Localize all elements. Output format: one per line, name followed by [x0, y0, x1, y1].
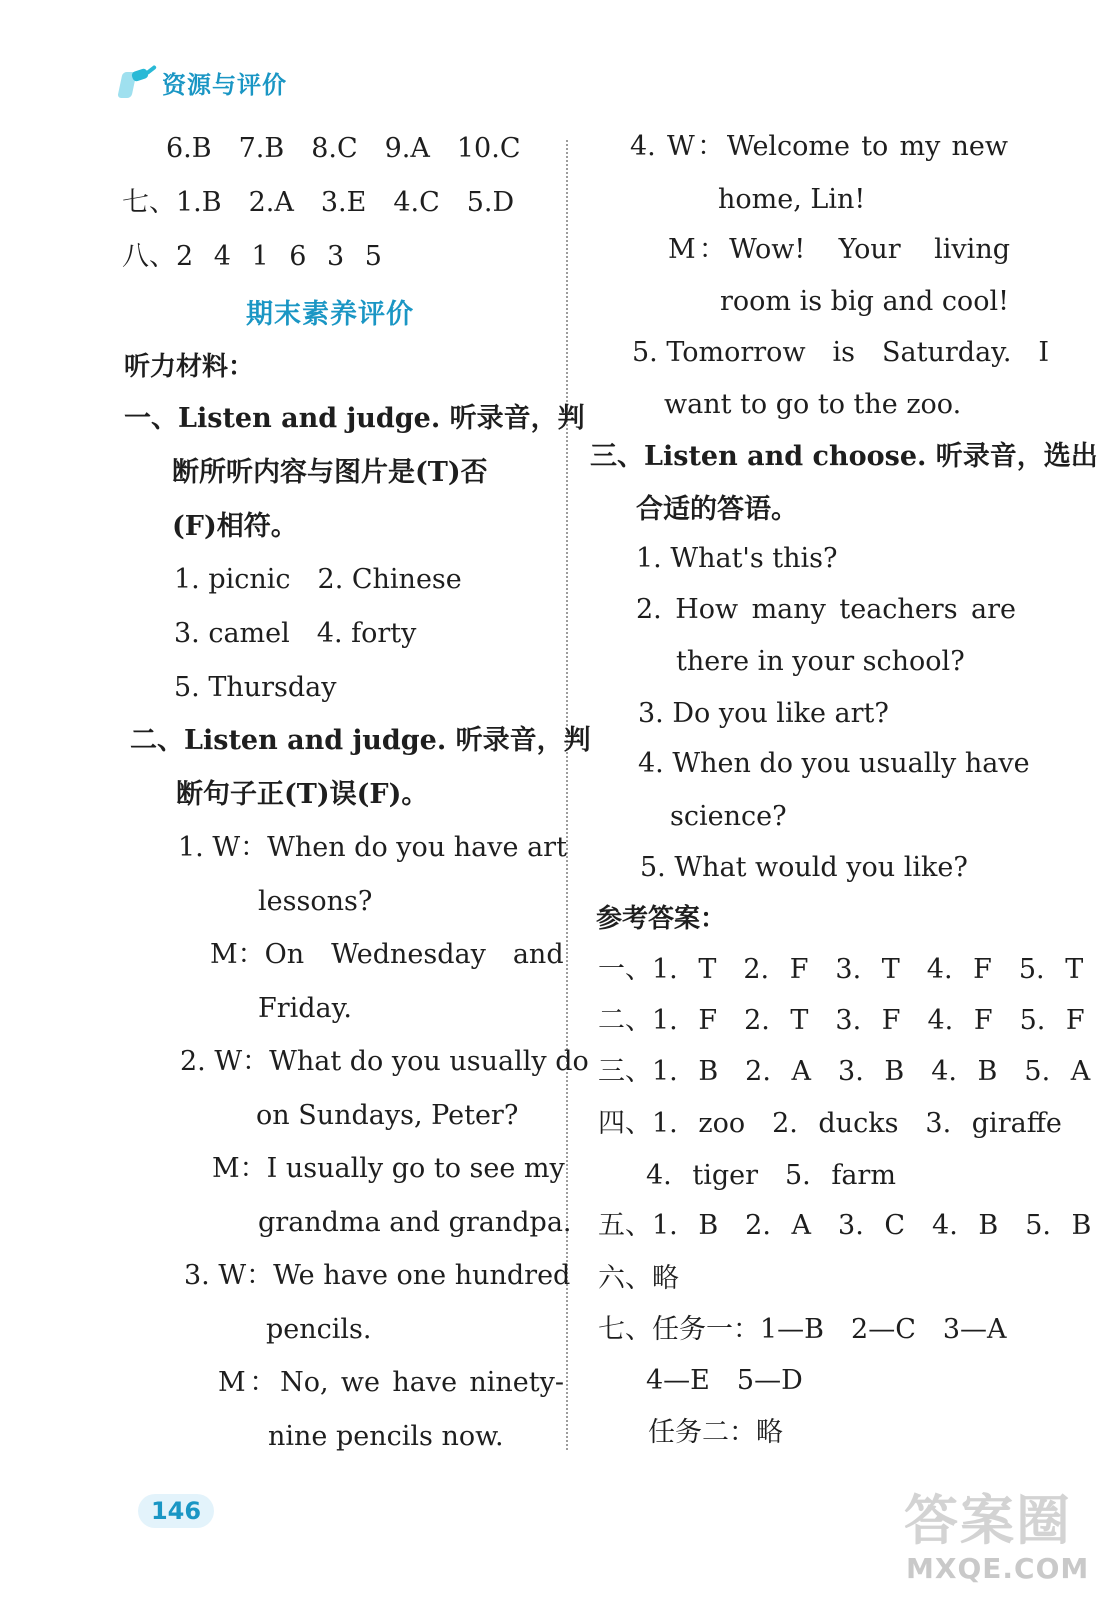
column-divider [566, 140, 568, 1450]
answer-line: 4. tiger 5. farm [646, 1160, 896, 1191]
header-title: 资源与评价 [162, 70, 287, 99]
list-item: 3. camel 4. forty [174, 618, 417, 649]
answer-line: 八、2 4 1 6 3 5 [122, 241, 382, 272]
part1-heading: 一、Listen and judge. 听录音，判 [124, 403, 585, 434]
listening-label: 听力材料： [124, 352, 255, 382]
part3-heading: 合适的答语。 [636, 494, 798, 525]
list-item: 5. Thursday [174, 672, 337, 703]
dialogue-line: home, Lin! [718, 184, 866, 215]
question-line: 4. When do you usually have [638, 748, 1030, 779]
part1-heading: (F)相符。 [172, 511, 298, 542]
dialogue-line: nine pencils now. [268, 1421, 504, 1452]
dialogue-line: pencils. [266, 1314, 372, 1345]
dialogue-line: room is big and cool! [720, 286, 1009, 317]
dialogue-line: on Sundays, Peter? [256, 1100, 519, 1131]
dialogue-line: 2. W：What do you usually do [180, 1046, 589, 1077]
part2-heading: 二、Listen and judge. 听录音，判 [130, 725, 591, 756]
answer-line: 4—E 5—D [646, 1365, 803, 1396]
dialogue-line: lessons? [258, 886, 373, 917]
question-line: there in your school? [676, 646, 965, 677]
answer-line: 一、1. T 2. F 3. T 4. F 5. T [598, 954, 1084, 985]
dialogue-line: M：No, we have ninety- [218, 1367, 564, 1398]
dialogue-line: grandma and grandpa. [258, 1207, 572, 1238]
dialogue-line: want to go to the zoo. [664, 389, 962, 420]
question-line: science? [670, 801, 787, 832]
dialogue-line: 1. W：When do you have art [178, 832, 567, 863]
brand-logo-icon [118, 64, 162, 100]
answer-line: 四、1. zoo 2. ducks 3. giraffe [598, 1108, 1062, 1139]
question-line: 1. What's this? [636, 543, 838, 574]
question-line: 2. How many teachers are [636, 594, 1016, 625]
dialogue-line: 5. Tomorrow is Saturday. I [632, 337, 1050, 368]
dialogue-line: M：Wow! Your living [668, 234, 1010, 265]
answer-line: 任务二：略 [648, 1417, 783, 1448]
page-number: 146 [138, 1494, 214, 1528]
answer-line: 6.B 7.B 8.C 9.A 10.C [166, 133, 521, 164]
list-item: 1. picnic 2. Chinese [174, 564, 462, 595]
dialogue-line: 3. W：We have one hundred [184, 1260, 571, 1291]
watermark [896, 1478, 1090, 1596]
answer-line: 三、1. B 2. A 3. B 4. B 5. A [598, 1056, 1091, 1087]
answer-line: 七、任务一：1—B 2—C 3—A [598, 1314, 1007, 1345]
question-line: 5. What would you like? [640, 852, 968, 883]
watermark-url: MXQE.COM [906, 1552, 1090, 1585]
part2-heading: 断句子正(T)误(F)。 [176, 779, 429, 810]
question-line: 3. Do you like art? [638, 698, 889, 729]
answer-line: 六、略 [598, 1263, 679, 1294]
dialogue-line: Friday. [258, 993, 352, 1024]
watermark-text: 答案圈 [904, 1489, 1072, 1552]
dialogue-line: M：I usually go to see my [212, 1153, 565, 1184]
dialogue-line: M：On Wednesday and [210, 939, 564, 970]
answer-line: 五、1. B 2. A 3. C 4. B 5. B [598, 1210, 1092, 1241]
answer-line: 七、1.B 2.A 3.E 4.C 5.D [122, 187, 515, 218]
page-header [118, 62, 287, 102]
answers-label: 参考答案： [596, 904, 727, 934]
answer-line: 二、1. F 2. T 3. F 4. F 5. F [598, 1005, 1085, 1036]
section-title: 期末素养评价 [246, 299, 414, 330]
dialogue-line: 4. W：Welcome to my new [630, 131, 1008, 162]
part3-heading: 三、Listen and choose. 听录音，选出 [590, 441, 1098, 472]
part1-heading: 断所听内容与图片是(T)否 [172, 457, 488, 488]
